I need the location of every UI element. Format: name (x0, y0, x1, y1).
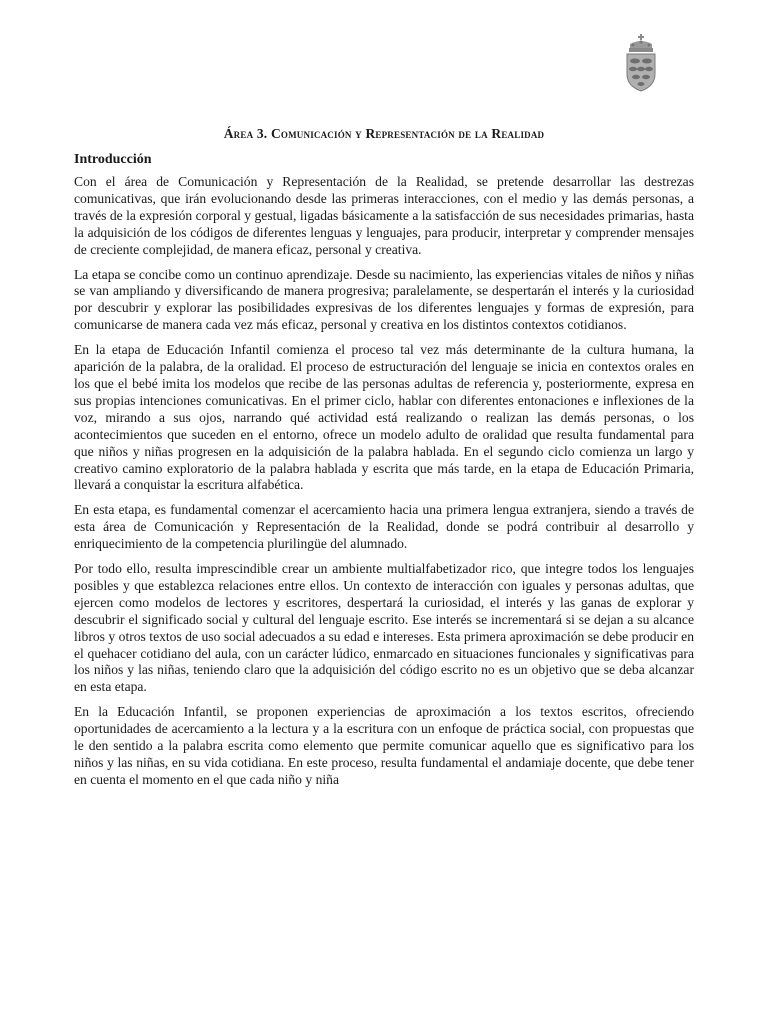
paragraph: En la Educación Infantil, se proponen experiencias de aproximación a los textos escritos, ofreciendo oportunidades de acercamiento a la lectura y a la escritura con un enfoque de práctica social, con propuestas que le den sentido a la palabra escrita como elemento que permite comunicar aquello que es significativo para los niños y las niñas, en su vida cotidiana. En este proceso, resulta fundamental el andamiaje docente, que debe tener en cuenta el momento en el que cada niño y niña (74, 704, 694, 787)
paragraph: En la etapa de Educación Infantil comienza el proceso tal vez más determinante de la cultura humana, la aparición de la palabra, de la oralidad. El proceso de estructuración del lenguaje se inicia en contextos orales en los que el bebé imita los modelos que recibe de las personas adultas de referencia y, posteriormente, expresa en sus propias intenciones comunicativas. En el primer ciclo, hablar con diferentes entonaciones e inflexiones de la voz, mirando a sus ojos, narrando qué actividad está realizando o realizan las demás personas, o los acontecimientos que suceden en el entorno, ofrece un modelo adulto de oralidad que resulta fundamental para que niños y niñas progresen en la adquisición de la palabra hablada. En el segundo ciclo comienza un largo y creativo camino exploratorio de la palabra hablada y escrita que más tarde, en la etapa de Educación Primaria, llevará a conquistar la escritura alfabética. (74, 342, 694, 493)
paragraph: La etapa se concibe como un continuo aprendizaje. Desde su nacimiento, las experiencias vitales de niños y niñas se van ampliando y diversificando de manera progresiva; paralelamente, se despertarán el interés y la curiosidad por descubrir y explorar las posibilidades expresivas de los diferentes lenguajes y formas de expresión, para comunicarse de manera cada vez más eficaz, personal y creativa en los distintos contextos cotidianos. (74, 266, 694, 333)
paragraph: Por todo ello, resulta imprescindible crear un ambiente multialfabetizador rico, que integre todos los lenguajes posibles y que establezca relaciones entre ellos. Un contexto de interacción con iguales y personas adultas, que ejercen como modelos de lectores y escritores, despertará la curiosidad, el interés y las ganas de explorar y descubrir el significado social y cultural del lenguaje escrito. Ese interés se incrementará si se dejan a su alcance libros y otros textos de uso social adecuados a su edad e intereses. Esta primera aproximación se debe producir en el quehacer cotidiano del aula, con un carácter lúdico, enmarcado en situaciones funcionales y significativas para los niños y las niñas, teniendo claro que la adquisición del código escrito no es un objetivo que se deba alcanzar en esta etapa. (74, 561, 694, 695)
paragraph: En esta etapa, es fundamental comenzar el acercamiento hacia una primera lengua extranjera, siendo a través de esta área de Comunicación y Representación de la Realidad, donde se podrá contribuir al desarrollo y enriquecimiento de la competencia plurilingüe del alumnado. (74, 502, 694, 552)
page-title: Área 3. Comunicación y Representación de la Realidad (223, 126, 545, 141)
paragraph: Con el área de Comunicación y Representación de la Realidad, se pretende desarrollar las destrezas comunicativas, que irán evolucionando desde las primeras interacciones, con el medio y las demás personas, a través de la expresión corporal y gestual, ligadas básicamente a la satisfacción de sus necesidades primarias, hasta la adquisición de los códigos de diferentes lenguas y lenguajes, para producir, interpretar y comprender mensajes de creciente complejidad, de manera eficaz, personal y creativa. (74, 174, 694, 257)
section-heading: Introducción (74, 152, 152, 167)
coat-of-arms-icon (624, 34, 658, 92)
document-body (74, 126, 694, 797)
